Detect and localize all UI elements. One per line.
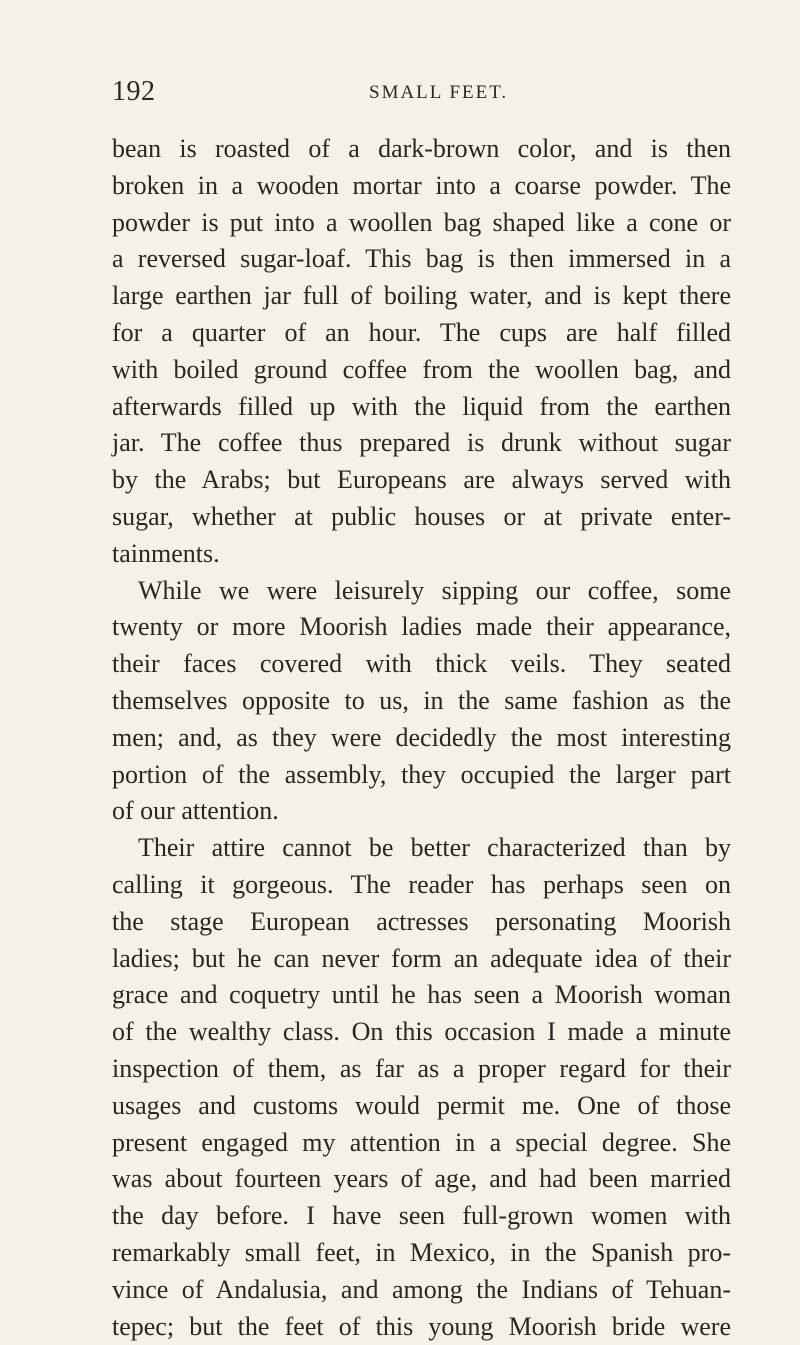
paragraph	[112, 131, 731, 573]
text-line: twenty or more Moorish ladies made their appearance,	[112, 609, 731, 646]
paragraph	[112, 573, 731, 831]
text-line: present engaged my attention in a special degree. She	[112, 1125, 731, 1162]
text-line: was about fourteen years of age, and had been married	[112, 1161, 731, 1198]
text-line: of the wealthy class. On this occasion I made a minute	[112, 1014, 731, 1051]
text-line: vince of Andalusia, and among the Indians of Tehuan-	[112, 1272, 731, 1309]
text-line: themselves opposite to us, in the same fashion as the	[112, 683, 731, 720]
text-line: calling it gorgeous. The reader has perhaps seen on	[112, 867, 731, 904]
text-line: the day before. I have seen full-grown women with	[112, 1198, 731, 1235]
text-line: their faces covered with thick veils. They seated	[112, 646, 731, 683]
text-line: usages and customs would permit me. One of those	[112, 1088, 731, 1125]
text-line: ladies; but he can never form an adequate idea of their	[112, 941, 731, 978]
text-line: portion of the assembly, they occupied the larger part	[112, 757, 731, 794]
text-line: of our attention.	[112, 793, 731, 830]
text-line: inspection of them, as far as a proper regard for their	[112, 1051, 731, 1088]
text-line: tainments.	[112, 536, 731, 573]
text-line: tepec; but the feet of this young Moorish bride were	[112, 1309, 731, 1345]
text-line: by the Arabs; but Europeans are always served with	[112, 462, 731, 499]
text-line: While we were leisurely sipping our coffee, some	[112, 573, 731, 610]
text-line: remarkably small feet, in Mexico, in the Spanish pro-	[112, 1235, 731, 1272]
text-line: a reversed sugar-loaf. This bag is then immersed in a	[112, 241, 731, 278]
text-line: men; and, as they were decidedly the most interesting	[112, 720, 731, 757]
page-number: 192	[112, 76, 156, 108]
body-text	[112, 131, 731, 1345]
text-line: large earthen jar full of boiling water, and is kept there	[112, 278, 731, 315]
text-line: Their attire cannot be better characterized than by	[112, 830, 731, 867]
text-line: for a quarter of an hour. The cups are half filled	[112, 315, 731, 352]
text-line: sugar, whether at public houses or at private enter-	[112, 499, 731, 536]
text-line: jar. The coffee thus prepared is drunk without sugar	[112, 425, 731, 462]
paragraph	[112, 830, 731, 1345]
text-line: with boiled ground coffee from the woollen bag, and	[112, 352, 731, 389]
text-line: powder is put into a woollen bag shaped like a cone or	[112, 205, 731, 242]
text-line: the stage European actresses personating Moorish	[112, 904, 731, 941]
running-title: SMALL FEET.	[369, 82, 508, 104]
text-line: afterwards filled up with the liquid from the earthen	[112, 389, 731, 426]
text-line: grace and coquetry until he has seen a Moorish woman	[112, 977, 731, 1014]
running-head	[112, 76, 732, 110]
text-line: broken in a wooden mortar into a coarse powder. The	[112, 168, 731, 205]
text-line: bean is roasted of a dark-brown color, and is then	[112, 131, 731, 168]
